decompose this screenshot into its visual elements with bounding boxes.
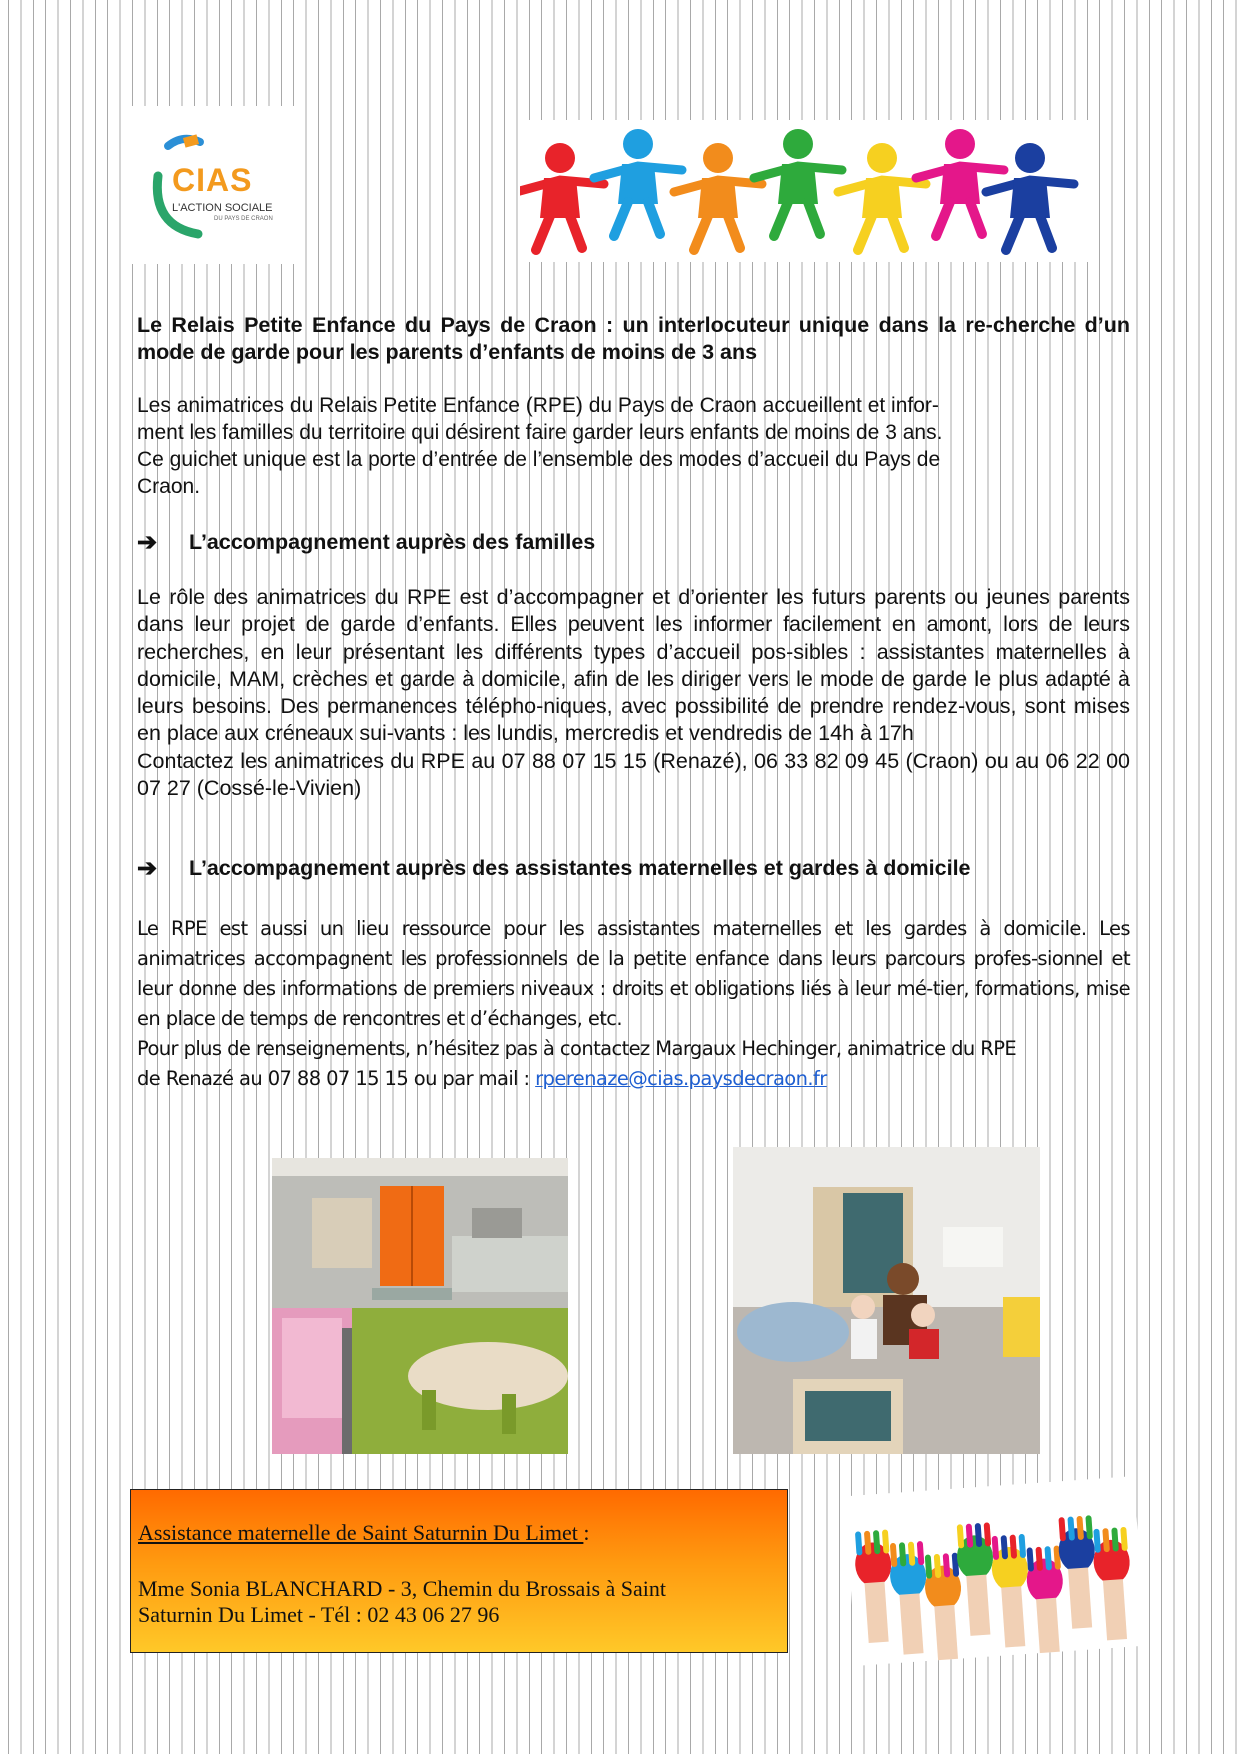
child-figure xyxy=(754,129,842,236)
painted-hand xyxy=(923,1552,967,1665)
children-banner xyxy=(520,120,1090,262)
paragraph-text: Le RPE est aussi un lieu ressource pour les assistantes maternelles et les gardes à domicile. Les animatrices accompagnent les professionnels de la petite enfance dans leurs parcours profes-sionnel et leur donne des informations de premiers niveaux : droits et obligations liés à leur mé-tier, formations, mise en place de temps de rencontres et d’échanges, etc. xyxy=(137,917,1130,1030)
section-title: L’accompagnement auprès des familles xyxy=(189,530,596,554)
childminder-label xyxy=(138,1520,590,1546)
intro-line: Craon. xyxy=(137,475,201,498)
intro-line: Les animatrices du Relais Petite Enfance (RPE) du Pays de Craon accueillent et infor- xyxy=(137,394,939,417)
painted-hand xyxy=(1091,1527,1135,1641)
section-paragraph-families xyxy=(137,584,1130,802)
contact-phones: Contactez les animatrices du RPE au 07 88 07 15 15 (Renazé), 06 33 82 09 45 (Craon) ou au 06 22 00 07 27 (Cossé-le-Vivien) xyxy=(137,748,1130,801)
headline: Le Relais Petite Enfance du Pays de Craon : un interlocuteur unique dans la re-cherche d’un mode de garde pour les parents d’enfants de moins de 3 ans xyxy=(137,313,1130,364)
child-figure xyxy=(520,143,604,250)
childminder-address: Mme Sonia BLANCHARD - 3, Chemin du Brossais à Saint xyxy=(138,1576,666,1601)
painted-hand xyxy=(1024,1545,1068,1659)
photo-playroom-tables xyxy=(272,1158,568,1454)
child-figure xyxy=(674,143,762,250)
arrow-right-icon: ➔ xyxy=(137,529,158,556)
intro-line: Ce guichet unique est la porte d’entrée de l’ensemble des modes d’accueil du Pays de xyxy=(137,448,941,471)
childminder-contact-box xyxy=(130,1489,788,1653)
painted-hands-icon xyxy=(844,1476,1145,1666)
children-silhouettes-icon xyxy=(520,120,1090,262)
section-paragraph-professionals xyxy=(137,914,1130,1094)
children-playing-photo-icon xyxy=(733,1147,1040,1454)
section-title: L’accompagnement auprès des assistantes maternelles et gardes à domicile xyxy=(189,856,971,880)
logo-title: CIAS xyxy=(172,162,253,198)
childminder-details xyxy=(138,1576,778,1628)
email-link[interactable]: rperenaze@cias.paysdecraon.fr xyxy=(535,1067,827,1090)
logo-subtitle: L'ACTION SOCIALE xyxy=(172,202,273,214)
painted-hands-image xyxy=(844,1476,1145,1666)
more-info-line xyxy=(137,1064,1130,1094)
arrow-right-icon: ➔ xyxy=(137,855,158,882)
childminder-phone: Saturnin Du Limet - Tél : 02 43 06 27 96 xyxy=(138,1602,500,1627)
section-heading-professionals xyxy=(137,854,1130,883)
child-figure xyxy=(986,143,1074,250)
playroom-photo-icon xyxy=(272,1158,568,1454)
logo-subtitle-small: DU PAYS DE CRAON xyxy=(214,216,273,222)
intro-line: ment les familles du territoire qui désirent faire garder leurs enfants de moins de 3 ans. xyxy=(137,421,943,444)
intro-paragraph xyxy=(137,392,1130,500)
childminder-label-text: Assistance maternelle de Saint Saturnin Du Limet xyxy=(138,1520,584,1545)
more-info-line: Pour plus de renseignements, n’hésitez pas à contactez Margaux Hechinger, animatrice du RPE xyxy=(137,1037,1017,1060)
section-heading-families xyxy=(137,528,1130,557)
childminder-label-colon: : xyxy=(583,1520,590,1545)
child-figure xyxy=(838,143,926,250)
cias-logo xyxy=(128,106,296,264)
more-info-text: de Renazé au 07 88 07 15 15 ou par mail : xyxy=(137,1067,536,1090)
paragraph-text: Le rôle des animatrices du RPE est d’accompagner et d’orienter les futurs parents ou jeunes parents dans leur projet de garde d’enfants. Elles peuvent les informer facilement en amont, lors de leurs recherches, en leur présentant les différents types d’accueil pos-sibles : assistantes maternelles à domicile, MAM, crèches et garde à domicile, afin de les diriger vers le mode de garde le plus adapté à leurs besoins. Des permanences télépho-niques, avec possibilité de prendre rendez-vous, sont mises en place aux créneaux sui-vants : les lundis, mercredis et vendredis de 14h à 17h xyxy=(137,585,1130,746)
photo-children-playing xyxy=(733,1147,1040,1454)
